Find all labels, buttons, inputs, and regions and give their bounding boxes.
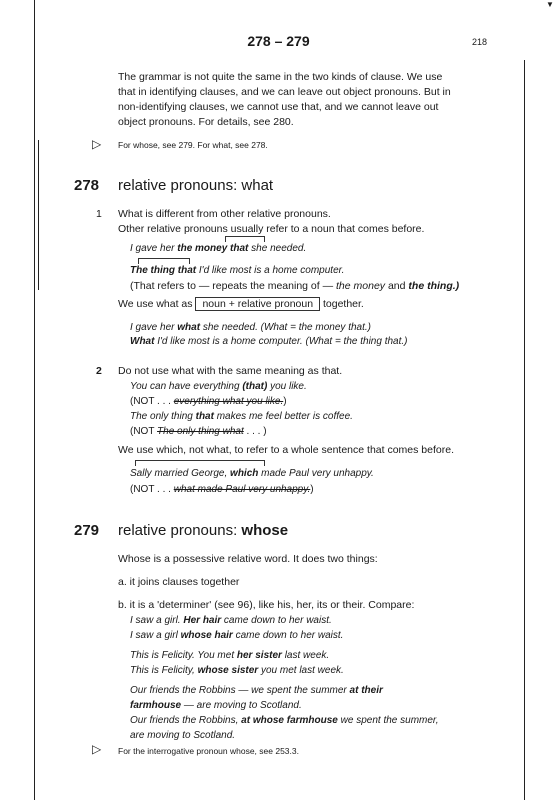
- section-title: relative pronouns: whose: [118, 522, 289, 539]
- example-sentence: are moving to Scotland.: [130, 730, 236, 741]
- text-line: Other relative pronouns usually refer to a noun that comes before.: [118, 223, 425, 235]
- cross-reference-note: For whose, see 279. For what, see 278.: [118, 140, 268, 150]
- incorrect-example: (NOT . . . everything what you like.): [130, 396, 287, 407]
- example-sentence: farmhouse — are moving to Scotland.: [130, 700, 302, 711]
- note-triangle-icon: ▷: [92, 742, 102, 756]
- paragraph-number: 2: [96, 365, 102, 377]
- incorrect-example: (NOT The only thing what . . . ): [130, 426, 267, 437]
- section-title: relative pronouns: what: [118, 177, 274, 194]
- section-278-part-1: [118, 207, 518, 237]
- intro-line: non-identifying clauses, we cannot use that, and we cannot leave out: [118, 101, 439, 113]
- explanation-line: (That refers to — repeats the meaning of — the money and the thing.): [130, 280, 460, 292]
- formula-box: noun + relative pronoun: [195, 297, 320, 311]
- link-bracket: [138, 258, 190, 259]
- incorrect-example: (NOT . . . what made Paul very unhappy.): [130, 484, 314, 495]
- example-sentence: Our friends the Robbins — we spent the summer at their: [130, 685, 383, 696]
- page-number: 218: [471, 37, 487, 47]
- intro-line: that in identifying clauses, and we can leave out object pronouns. But in: [118, 86, 451, 98]
- example-sentence: This is Felicity, whose sister you met last week.: [130, 665, 344, 676]
- link-bracket: [135, 460, 265, 461]
- note-triangle-icon: ▷: [92, 137, 102, 151]
- list-item: b. it is a 'determiner' (see 96), like his, her, its or their. Compare:: [118, 599, 415, 611]
- example-sentence: Our friends the Robbins, at whose farmhouse we spent the summer,: [130, 715, 439, 726]
- example-sentence: This is Felicity. You met her sister last week.: [130, 650, 330, 661]
- intro-line: The grammar is not quite the same in the two kinds of clause. We use: [118, 71, 443, 83]
- example-sentence: I saw a girl. Her hair came down to her waist.: [130, 615, 332, 626]
- example-sentence: You can have everything (that) you like.: [130, 381, 307, 392]
- text-line: We use which, not what, to refer to a whole sentence that comes before.: [118, 444, 454, 456]
- text-line: What is different from other relative pronouns.: [118, 208, 331, 220]
- intro-paragraph: [118, 70, 508, 130]
- paragraph-number: 1: [96, 208, 102, 220]
- example-group: [130, 613, 510, 743]
- list-item: a. it joins clauses together: [118, 576, 240, 588]
- section-279-body: [118, 552, 518, 613]
- text-line: Whose is a possessive relative word. It does two things:: [118, 553, 378, 565]
- right-margin-line: [524, 60, 525, 800]
- example-sentence: I saw a girl whose hair came down to her waist.: [130, 630, 344, 641]
- example-sentence: I gave her what she needed. (What = the money that.): [130, 322, 371, 333]
- page-header: 278 – 279: [247, 33, 310, 49]
- link-bracket: [225, 236, 265, 237]
- usage-rule-line: We use what as noun + relative pronoun together.: [118, 298, 364, 310]
- example-sentence: What I'd like most is a home computer. (What = the thing that.): [130, 336, 408, 347]
- corner-marker-icon: ▼: [546, 0, 554, 9]
- intro-line: object pronouns. For details, see 280.: [118, 116, 294, 128]
- example-sentence: I gave her the money that she needed.: [130, 243, 307, 254]
- example-sentence: The thing that I'd like most is a home computer.: [130, 265, 345, 276]
- left-margin-line-inner: [38, 140, 39, 290]
- example-sentence: The only thing that makes me feel better is coffee.: [130, 411, 353, 422]
- left-margin-line: [34, 0, 35, 800]
- text-line: Do not use what with the same meaning as that.: [118, 365, 343, 377]
- example-sentence: Sally married George, which made Paul very unhappy.: [130, 468, 374, 479]
- cross-reference-note: For the interrogative pronoun whose, see 253.3.: [118, 746, 299, 756]
- section-number: 278: [74, 177, 100, 194]
- section-number: 279: [74, 522, 100, 539]
